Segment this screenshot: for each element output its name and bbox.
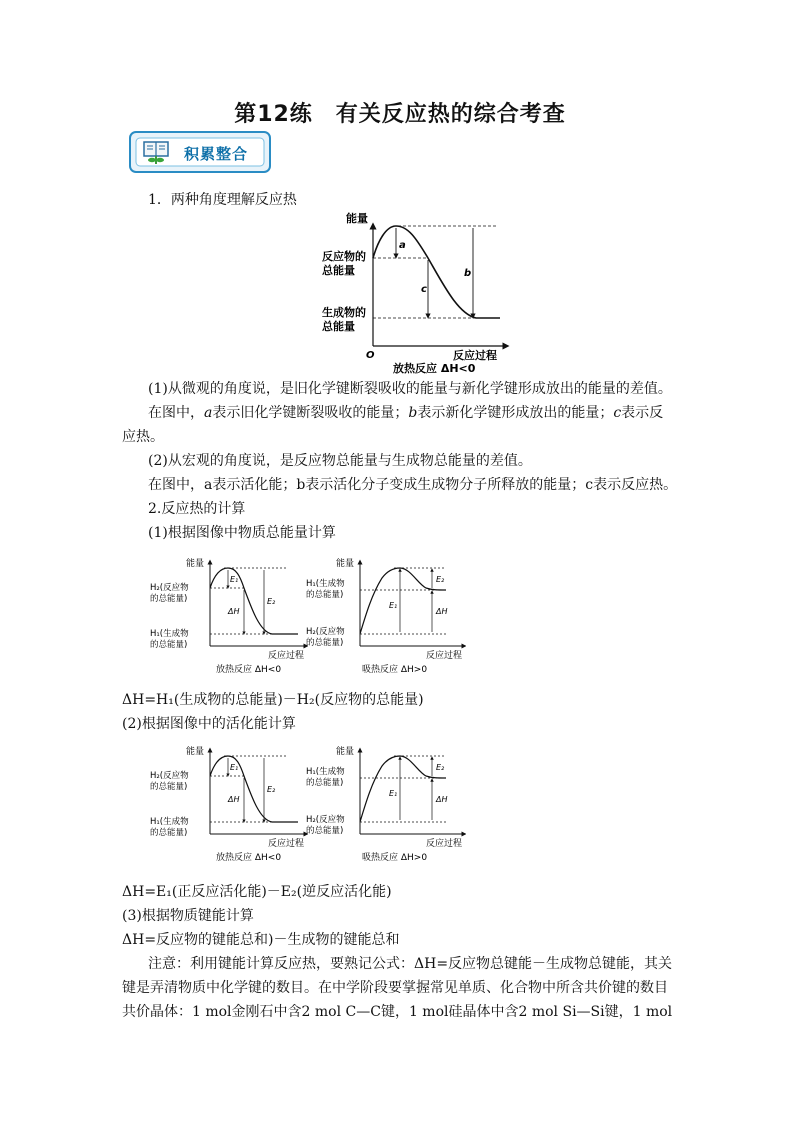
label-c: c (421, 284, 427, 295)
paragraph-macro: (2)从宏观的角度说，是反应物总能量与生成物总能量的差值。 (148, 453, 532, 469)
svg-text:H₁(生成物: H₁(生成物 (306, 579, 345, 589)
svg-text:放热反应 ΔH<0: 放热反应 ΔH<0 (216, 665, 282, 675)
svg-text:的总能量): 的总能量) (150, 640, 188, 650)
svg-text:反应过程: 反应过程 (426, 839, 463, 849)
svg-text:E₁: E₁ (230, 763, 239, 772)
svg-text:E₂: E₂ (436, 763, 445, 772)
svg-text:H₂(反应物: H₂(反应物 (150, 583, 189, 593)
svg-text:E₁: E₁ (389, 789, 398, 798)
paragraph-micro-figure-cont: 应热。 (122, 429, 164, 445)
svg-text:反应过程: 反应过程 (268, 651, 305, 661)
section-1-heading: 1．两种角度理解反应热 (148, 192, 297, 208)
svg-text:的总能量): 的总能量) (306, 826, 344, 836)
svg-text:H₁(生成物: H₁(生成物 (150, 817, 189, 827)
svg-text:反应过程: 反应过程 (426, 651, 463, 661)
product-label-1: 生成物的 (322, 306, 366, 319)
svg-text:的总能量): 的总能量) (306, 778, 344, 788)
section-2-heading: 2.反应热的计算 (148, 501, 246, 517)
svg-text:能量: 能量 (186, 747, 205, 757)
energy-diagram-main (318, 206, 518, 376)
reactant-label-2: 总能量 (322, 264, 355, 277)
product-label-2: 总能量 (322, 320, 355, 333)
label-a: a (399, 240, 406, 251)
paragraph-micro-figure: 在图中，a表示旧化学键断裂吸收的能量；b表示新化学键形成放出的能量；c表示反 (148, 405, 664, 421)
svg-text:吸热反应 ΔH>0: 吸热反应 ΔH>0 (362, 853, 428, 863)
reactant-label-1: 反应物的 (322, 250, 366, 263)
svg-text:ΔH: ΔH (436, 795, 448, 804)
svg-text:的总能量): 的总能量) (150, 782, 188, 792)
page-title: 第12练 有关反应热的综合考查 (234, 102, 566, 127)
svg-text:放热反应 ΔH<0: 放热反应 ΔH<0 (216, 853, 282, 863)
svg-text:的总能量): 的总能量) (150, 828, 188, 838)
x-axis-label: 反应过程 (453, 349, 497, 362)
subheading-total-energy: (1)根据图像中物质总能量计算 (148, 525, 336, 541)
svg-text:E₂: E₂ (436, 575, 445, 584)
label-b: b (464, 268, 472, 279)
svg-text:H₂(反应物: H₂(反应物 (306, 627, 345, 637)
svg-text:的总能量): 的总能量) (306, 638, 344, 648)
exo-diagram-1 (148, 554, 308, 678)
svg-text:反应过程: 反应过程 (268, 839, 305, 849)
formula-activation: ΔH=E₁(正反应活化能)－E₂(逆反应活化能) (122, 884, 392, 900)
endo-diagram-2 (306, 742, 466, 866)
svg-text:ΔH: ΔH (436, 607, 448, 616)
svg-text:ΔH: ΔH (228, 607, 240, 616)
svg-text:的总能量): 的总能量) (150, 594, 188, 604)
svg-text:能量: 能量 (336, 747, 355, 757)
svg-text:H₂(反应物: H₂(反应物 (306, 815, 345, 825)
main-figure-caption: 放热反应 ΔH<0 (393, 362, 476, 375)
formula-bond-energy: ΔH=反应物的键能总和)－生成物的键能总和 (122, 932, 400, 948)
svg-text:能量: 能量 (336, 559, 355, 569)
banner-label: 积累整合 (184, 145, 249, 163)
svg-text:吸热反应 ΔH>0: 吸热反应 ΔH>0 (362, 665, 428, 675)
svg-text:H₂(反应物: H₂(反应物 (150, 771, 189, 781)
svg-text:H₁(生成物: H₁(生成物 (306, 767, 345, 777)
origin-label: O (366, 350, 375, 361)
svg-text:的总能量): 的总能量) (306, 590, 344, 600)
svg-text:H₁(生成物: H₁(生成物 (150, 629, 189, 639)
section-banner (128, 130, 274, 176)
exo-diagram-2 (148, 742, 308, 866)
subheading-bond-energy: (3)根据物质键能计算 (122, 908, 254, 924)
svg-text:能量: 能量 (186, 559, 205, 569)
book-plant-icon (142, 140, 172, 170)
svg-text:ΔH: ΔH (228, 795, 240, 804)
note-line-2: 键是弄清物质中化学键的数目。在中学阶段要掌握常见单质、化合物中所含共价键的数目 (122, 980, 668, 996)
svg-text:E₂: E₂ (267, 597, 276, 606)
paragraph-micro: (1)从微观的角度说，是旧化学键断裂吸收的能量与新化学键形成放出的能量的差值。 (148, 381, 672, 397)
formula-total-energy: ΔH=H₁(生成物的总能量)－H₂(反应物的总能量) (122, 692, 424, 708)
paragraph-macro-figure: 在图中，a表示活化能；b表示活化分子变成生成物分子所释放的能量；c表示反应热。 (148, 477, 678, 493)
svg-text:E₂: E₂ (267, 785, 276, 794)
reaction-curve (373, 226, 500, 318)
svg-text:E₁: E₁ (230, 575, 239, 584)
subheading-activation: (2)根据图像中的活化能计算 (122, 716, 296, 732)
endo-diagram-1 (306, 554, 466, 678)
note-line-1: 注意：利用键能计算反应热，要熟记公式：ΔH=反应物总键能－生成物总键能，其关 (148, 956, 673, 972)
svg-text:E₁: E₁ (389, 601, 398, 610)
y-axis-label: 能量 (346, 212, 368, 225)
note-line-3: 共价晶体：1 mol金刚石中含2 mol C—C键，1 mol硅晶体中含2 mol Si—Si键，1 mol (122, 1004, 673, 1020)
